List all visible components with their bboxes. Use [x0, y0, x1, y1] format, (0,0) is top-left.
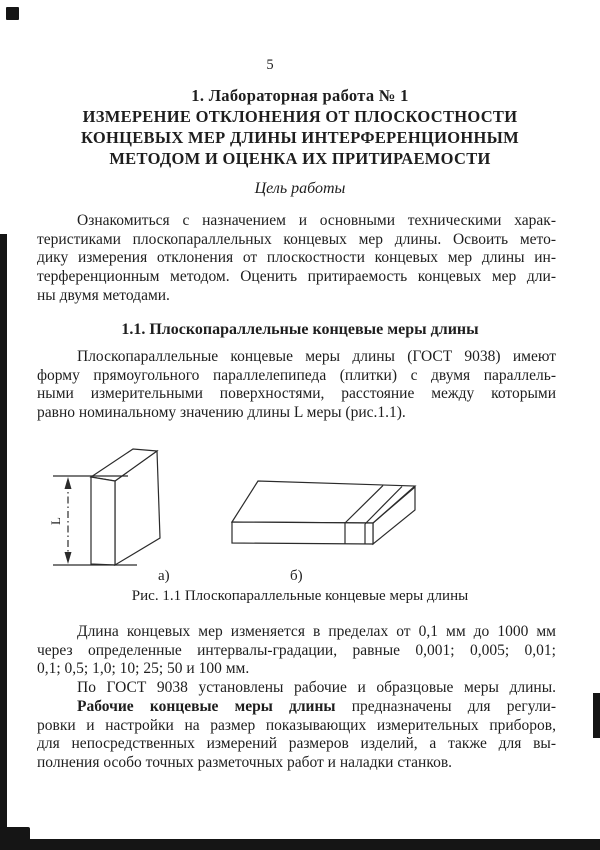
paragraph-line: терференционным методом. Оценить притираемость концевых мер дли- [37, 268, 556, 286]
paragraph-line: 0,1; 0,5; 1,0; 10; 25; 50 и 100 мм. [37, 660, 250, 678]
bold-term: Рабочие концевые меры длины [77, 697, 336, 715]
paragraph-line: теристиками плоскопараллельных концевых мер длины. Освоить мето- [37, 230, 556, 248]
figure-1-1-drawing [40, 438, 560, 590]
paragraph-line: Плоскопараллельные концевые меры длины (ГОСТ 9038) имеют [77, 348, 556, 365]
work-title [40, 85, 560, 169]
figure-caption: Рис. 1.1 Плоскопараллельные концевые меры длины [131, 588, 469, 604]
paragraph-line: Длина концевых мер изменяется в пределах от 0,1 мм до 1000 мм [77, 623, 556, 640]
paragraph-line: ными измерительными поверхностями, расстояние между которыми [37, 385, 556, 403]
dimension-label-L: L [48, 517, 63, 525]
paragraph-line: По ГОСТ 9038 установлены рабочие и образцовые меры длины. [77, 679, 556, 697]
scan-artifact-left-edge [0, 234, 7, 850]
section-1-1-heading: 1.1. Плоскопараллельные концевые меры длины [121, 321, 479, 338]
work-title-line: МЕТОДОМ И ОЦЕНКА ИХ ПРИТИРАЕМОСТИ [109, 149, 491, 168]
lower-paragraphs [37, 623, 556, 773]
paragraph-line: через определенные интервалы-градации, равные 0,001; 0,005; 0,01; [37, 641, 556, 659]
figure-label-a: а) [158, 568, 170, 584]
paragraph-line: ровки и настройки на размер показывающих измерительных приборов, [37, 716, 556, 734]
paragraph-line-bold-lead [37, 698, 556, 717]
gauge-block-b [232, 481, 415, 544]
paragraph-line: ны двумя методами. [37, 286, 170, 304]
paragraph-line: полнения особо точных разметочных работ и наладки станков. [37, 753, 453, 771]
paragraph-line: форму прямоугольного параллелепипеда (плитки) с двумя параллель- [37, 366, 556, 384]
goal-paragraph [37, 212, 556, 306]
gauge-block-a [91, 449, 160, 565]
work-title-line: КОНЦЕВЫХ МЕР ДЛИНЫ ИНТЕРФЕРЕНЦИОННЫМ [80, 128, 520, 147]
paragraph-line: равно номинальному значению длины L меры (рис.1.1). [37, 404, 406, 422]
work-title-line: 1. Лабораторная работа № 1 [191, 86, 409, 105]
page-number: 5 [266, 57, 274, 73]
paragraph-text: предназначены для регули- [351, 697, 557, 715]
paragraph-line: дику измерения отклонения от плоскостности концевых мер длины ин- [37, 249, 556, 267]
paragraph-line: для непосредственных измерений размеров изделий, а также для вы- [37, 735, 556, 753]
goal-heading: Цель работы [254, 180, 346, 197]
figure-label-b: б) [290, 568, 303, 584]
paragraph-line: Ознакомиться с назначением и основными техническими харак- [77, 212, 556, 229]
work-title-line: ИЗМЕРЕНИЕ ОТКЛОНЕНИЯ ОТ ПЛОСКОСТНОСТИ [82, 107, 518, 126]
scan-artifact-right-edge [593, 693, 600, 738]
section-1-1-paragraph [37, 348, 556, 423]
scan-artifact-bottom-edge [0, 839, 600, 850]
scan-artifact-top-left-square [6, 7, 19, 20]
